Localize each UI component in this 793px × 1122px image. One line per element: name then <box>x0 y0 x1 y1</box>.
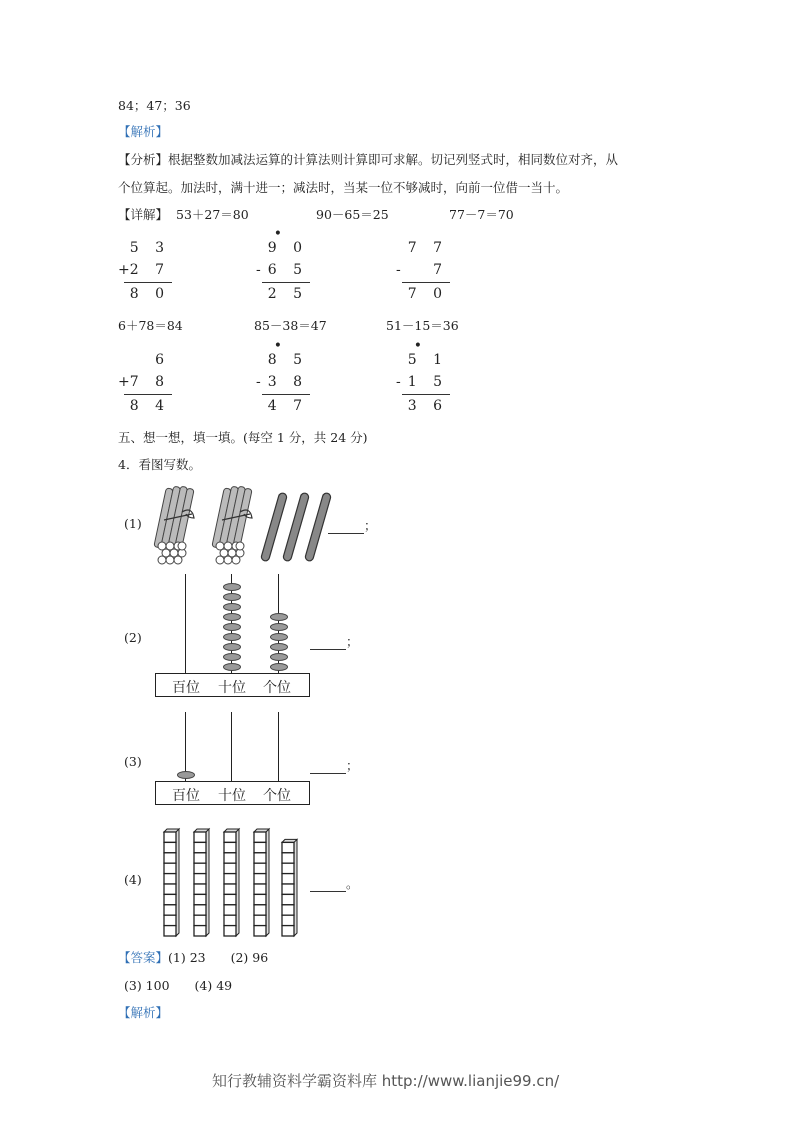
answer-blank <box>328 521 364 534</box>
cube-icon <box>194 863 206 873</box>
analysis-paragraph-1 <box>118 152 618 168</box>
abacus-bead <box>223 593 241 601</box>
single-stick-icon <box>283 492 310 561</box>
abacus-bead <box>223 603 241 611</box>
cube-icon <box>282 884 294 894</box>
cube-icon <box>194 915 206 925</box>
answer-line-1 <box>118 950 268 966</box>
abacus-bead <box>270 643 288 651</box>
vc3-operator: - <box>396 262 401 278</box>
item-2-label: (2) <box>124 630 142 645</box>
item-4-sep: 。 <box>346 876 359 891</box>
cube-icon <box>282 863 294 873</box>
footer-watermark: 知行教辅资料学霸资料库 http://www.lianjie99.cn/ <box>212 1072 560 1090</box>
stick-bundles-figure <box>152 484 332 566</box>
vc1-operator: + <box>118 262 130 278</box>
cube-icon <box>224 863 236 873</box>
answer-blank <box>310 637 346 650</box>
fenxi-text-1: 根据整数加减法运算的计算法则计算即可求解。切记列竖式时，相同数位对齐，从 <box>168 152 619 167</box>
vc1-top: 5 3 <box>129 240 170 256</box>
cube-icon <box>254 874 266 884</box>
equation-3: 77－7＝70 <box>449 207 514 222</box>
cube-icon <box>164 884 176 894</box>
cube-icon <box>194 905 206 915</box>
cube-icon <box>282 853 294 863</box>
cube-icon <box>194 874 206 884</box>
cube-icon <box>254 884 266 894</box>
cube-icon <box>282 905 294 915</box>
label-tens: 十位 <box>218 788 246 804</box>
vc4-rule <box>124 394 172 395</box>
cube-icon <box>224 853 236 863</box>
borrow-dot: • <box>413 338 422 354</box>
abacus-bead <box>223 653 241 661</box>
cube-icon <box>224 926 236 936</box>
label-ones: 个位 <box>263 680 291 696</box>
abacus-bead <box>270 623 288 631</box>
vc3-rule <box>402 282 450 283</box>
cube-icon <box>224 832 236 842</box>
rod-tens <box>231 712 232 782</box>
question-heading: 4．看图写数。 <box>118 457 201 472</box>
vertical-calc-5 <box>256 338 308 420</box>
vc2-operator: - <box>256 262 261 278</box>
item-4-label: (4) <box>124 872 142 887</box>
cube-icon <box>194 884 206 894</box>
vc3-result: 7 0 <box>407 286 448 302</box>
label-tens: 十位 <box>218 680 246 696</box>
vc6-result: 3 6 <box>407 398 448 414</box>
vertical-calc-2 <box>256 226 308 308</box>
rod-ones <box>278 712 279 782</box>
cube-icon <box>164 905 176 915</box>
cube-icon <box>224 915 236 925</box>
abacus-bead <box>223 613 241 621</box>
item-3-sep: ； <box>346 758 359 773</box>
equation-1: 53＋27＝80 <box>176 207 249 222</box>
item-2-answer <box>310 632 359 650</box>
analysis-paragraph-2: 个位算起。加法时，满十进一；减法时，当某一位不够减时，向前一位借一当十。 <box>118 180 569 195</box>
cube-icon <box>194 894 206 904</box>
cube-icon <box>224 884 236 894</box>
cube-icon <box>224 874 236 884</box>
item-1-answer <box>328 516 377 534</box>
equation-5: 85－38＝47 <box>254 318 327 333</box>
cube-icon <box>254 842 266 852</box>
vc6-operator: - <box>396 374 401 390</box>
cube-icon <box>254 853 266 863</box>
item-2-sep: ； <box>346 634 359 649</box>
cube-icon <box>224 842 236 852</box>
cube-column <box>194 829 209 936</box>
vc1-rule <box>124 282 172 283</box>
cube-column <box>224 829 239 936</box>
detail-label: 【详解】 <box>118 207 169 222</box>
vc1-result: 8 0 <box>129 286 170 302</box>
stick-bundle-icon <box>154 486 194 564</box>
cube-icon <box>164 832 176 842</box>
vc6-rule <box>402 394 450 395</box>
cube-icon <box>164 894 176 904</box>
answer-line-2: (3) 100 (4) 49 <box>124 978 233 993</box>
place-value-box-3 <box>155 781 310 805</box>
answers-line: 84；47；36 <box>118 98 191 113</box>
vertical-calc-3 <box>396 238 448 308</box>
vertical-calc-1 <box>118 238 170 308</box>
borrow-dot: • <box>273 226 282 242</box>
abacus-bead <box>223 643 241 651</box>
item-3-answer <box>310 756 359 774</box>
cube-icon <box>282 926 294 936</box>
vc5-result: 4 7 <box>267 398 308 414</box>
label-hundreds: 百位 <box>172 788 200 804</box>
item-1-sep: ； <box>364 518 377 533</box>
vc4-result: 8 4 <box>129 398 170 414</box>
vc2-result: 2 5 <box>267 286 308 302</box>
vc3-mid: 7 <box>433 262 448 278</box>
vc2-top: 9 0 <box>267 240 308 256</box>
cube-icon <box>254 832 266 842</box>
stick-bundle-icon <box>212 486 252 564</box>
cube-icon <box>254 894 266 904</box>
cube-column <box>254 829 269 936</box>
abacus-bead <box>270 663 288 671</box>
abacus-bead <box>223 633 241 641</box>
cube-columns-figure <box>158 824 308 940</box>
abacus-bead <box>270 633 288 641</box>
label-ones: 个位 <box>263 788 291 804</box>
borrow-dot: • <box>273 338 282 354</box>
cube-icon <box>282 874 294 884</box>
equation-2: 90－65＝25 <box>316 207 389 222</box>
rod-hundreds <box>185 574 186 674</box>
abacus-bead <box>223 583 241 591</box>
vertical-calc-6 <box>396 338 448 420</box>
cube-column <box>164 829 179 936</box>
vc4-top: 6 <box>155 352 170 368</box>
abacus-bead <box>270 613 288 621</box>
vc4-operator: + <box>118 374 130 390</box>
equation-4: 6＋78＝84 <box>118 318 183 333</box>
cube-icon <box>224 905 236 915</box>
section-heading: 五、想一想，填一填。(每空 1 分，共 24 分) <box>118 430 368 445</box>
vc1-mid: 2 7 <box>129 262 170 278</box>
single-sticks <box>261 492 332 561</box>
vc5-operator: - <box>256 374 261 390</box>
item-3-label: (3) <box>124 754 142 769</box>
cube-column <box>282 839 297 936</box>
vc6-top: 5 1 <box>407 352 448 368</box>
cube-icon <box>282 894 294 904</box>
cube-icon <box>164 874 176 884</box>
cube-icon <box>254 905 266 915</box>
vc4-mid: 7 8 <box>129 374 170 390</box>
cube-icon <box>164 863 176 873</box>
vc3-top: 7 7 <box>407 240 448 256</box>
vc5-top: 8 5 <box>267 352 308 368</box>
cube-icon <box>194 832 206 842</box>
vc2-mid: 6 5 <box>267 262 308 278</box>
cube-icon <box>164 926 176 936</box>
analysis-heading: 【解析】 <box>118 124 169 139</box>
cube-icon <box>224 894 236 904</box>
place-value-box-2 <box>155 673 310 697</box>
answer-blank <box>310 879 346 892</box>
cube-icon <box>194 853 206 863</box>
abacus-bead <box>177 771 195 779</box>
answer-1-2: (1) 23 (2) 96 <box>168 950 269 965</box>
vc2-rule <box>262 282 310 283</box>
cube-icon <box>164 842 176 852</box>
cube-icon <box>254 915 266 925</box>
fenxi-label: 【分析】 <box>118 152 169 167</box>
single-stick-icon <box>261 492 288 561</box>
abacus-bead <box>223 623 241 631</box>
equation-6: 51－15＝36 <box>386 318 459 333</box>
cube-icon <box>194 926 206 936</box>
item-4-answer <box>310 874 359 892</box>
cube-icon <box>194 842 206 852</box>
cube-icon <box>282 915 294 925</box>
label-hundreds: 百位 <box>172 680 200 696</box>
cube-icon <box>164 915 176 925</box>
vc5-mid: 3 8 <box>267 374 308 390</box>
cube-icon <box>164 853 176 863</box>
cube-icon <box>254 926 266 936</box>
answer-label: 【答案】 <box>118 950 169 965</box>
analysis-heading-2: 【解析】 <box>118 1005 169 1020</box>
cube-icon <box>254 863 266 873</box>
abacus-bead <box>223 663 241 671</box>
cube-icon <box>282 842 294 852</box>
vc6-mid: 1 5 <box>407 374 448 390</box>
vertical-calc-4 <box>118 350 170 420</box>
abacus-bead <box>270 653 288 661</box>
item-1-label: (1) <box>124 516 142 531</box>
answer-blank <box>310 761 346 774</box>
vc5-rule <box>262 394 310 395</box>
